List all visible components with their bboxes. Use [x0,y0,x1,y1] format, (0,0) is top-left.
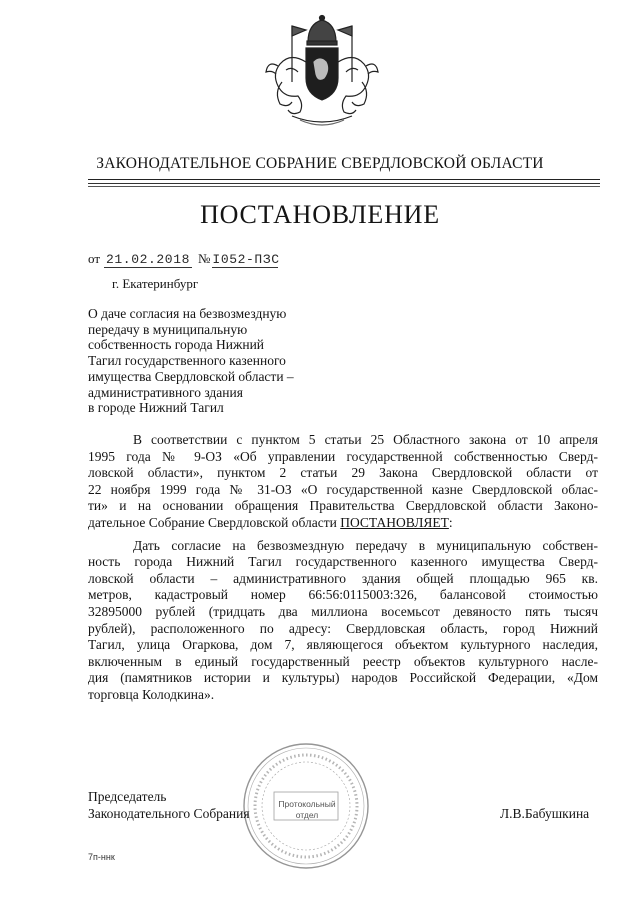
body-line-text: дательное Собрание Свердловской области [88,514,341,530]
coat-of-arms-emblem [262,12,382,130]
document-date: 21.02.2018 [106,252,191,267]
signatory-name: Л.В.Бабушкина [500,806,590,821]
resolves-keyword: ПОСТАНОВЛЯЕТ [340,514,449,530]
subject-line: собственность города Нижний [88,337,265,353]
subject-line: передачу в муниципальную [88,321,248,337]
body-line: торговца Колодкина». [88,686,215,702]
paragraph-resolution [88,538,598,704]
subject-line: О даче согласия на безвозмездную [88,306,287,321]
organization-name: ЗАКОНОДАТЕЛЬНОЕ СОБРАНИЕ СВЕРДЛОВСКОЙ ОБЛАСТИ [96,155,544,172]
stamp-line: отдел [295,810,319,820]
body-line: Тагил, улица Огаркова, дом 7, являющегося объектом культурного наследия, [88,637,598,653]
body-line: Дать согласие на безвозмездную передачу в муниципальную собствен- [133,537,598,553]
body-line: дия (памятников истории и культуры) народов Российской Федерации, «Дом [88,670,598,686]
document-body [88,432,598,704]
from-label: от [88,251,101,266]
body-line: ловской области – административного здания общей площадью 965 кв. [88,570,598,586]
body-line [88,515,598,532]
body-line: ность города Нижний Тагил государственного казенного имущества Сверд- [88,554,598,570]
body-line: включенным в единый государственный реестр объектов культурного насле- [88,653,598,669]
body-line: 1995 года № 9-ОЗ «Об управлении государственной собственностью Сверд- [88,448,598,464]
body-line: ти» и на основании обращения Правительства Свердловской области Законо- [88,498,598,514]
subject-line: в городе Нижний Тагил [88,400,224,416]
body-line: ловской области», пунктом 2 статьи 29 Закона Свердловской области от [88,465,598,481]
header-rule-hairline [88,186,600,187]
subject-line: имущества Свердловской области – [88,368,294,384]
footer-code: 7п-ннк [88,852,115,862]
stamp-label [276,799,338,821]
header-rule-thick [88,179,600,180]
date-number-line [88,251,278,268]
document-title: ПОСТАНОВЛЕНИЕ [200,200,440,229]
document-number: I052-ПЗС [212,252,280,267]
signatory-title-line1: Председатель [88,789,167,804]
city: г. Екатеринбург [112,276,199,291]
paragraph-preamble [88,432,598,532]
body-line: В соответствии с пунктом 5 статьи 25 Областного закона от 10 апреля [133,432,598,447]
body-line: рублей), расположенного по адресу: Свердловская область, город Нижний [88,620,598,636]
header-rule-thin [88,183,600,184]
body-line: метров, кадастровый номер 66:56:0115003:326, балансовой стоимостью [88,587,598,603]
body-line-end: : [448,514,453,530]
document-subject [88,306,348,416]
stamp-line: Протокольный [278,799,336,809]
subject-line: административного здания [88,384,243,400]
body-line: 22 ноября 1999 года № 31-ОЗ «О государственной казне Свердловской облас- [88,481,598,497]
subject-line: Тагил государственного казенного [88,353,286,369]
signatory-title-line2: Законодательного Собрания [88,806,250,821]
body-line: 32895000 рублей (тридцать два миллиона восемьсот девяносто пять тысяч [88,603,598,619]
number-label: № [198,251,211,266]
